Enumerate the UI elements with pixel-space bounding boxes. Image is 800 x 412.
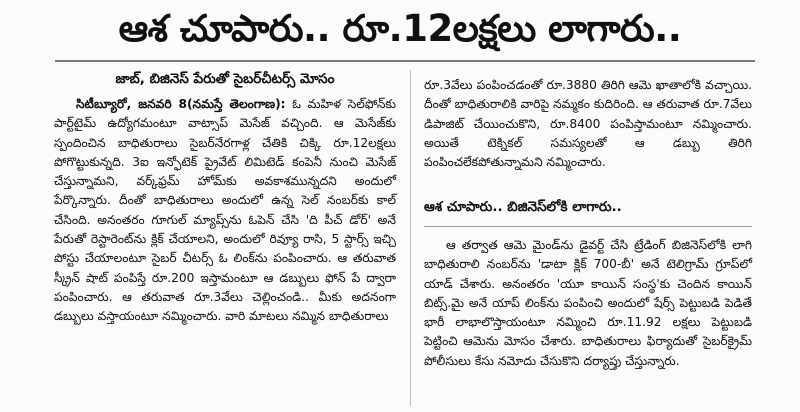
dateline: సిటీబ్యూరో, జనవరి 8(నమస్తే తెలంగాణ): xyxy=(76,97,286,111)
inner-subhead: ఆశ చూపారు.. బిజినెస్‌లోకి లాగారు.. xyxy=(424,199,622,215)
headline: ఆశ చూపారు.. రూ.12లక్షలు లాగారు.. xyxy=(118,7,682,50)
left-column-paragraph xyxy=(54,95,396,327)
left-column-text: ఓ మహిళ సెల్‌ఫోన్‌కు పార్ట్‌టైమ్ ఉద్యోగమంటూ వాట్సాప్ మెసేజ్ వచ్చింది. ఆ మెసేజ్‌కు స్పందించిన బాధితురాలు సైబర్‌నేరగాళ్ల చేతికి చిక్కి రూ.12లక్షలు పోగొట్టుకున్నది. 3ఐ ఇన్ఫోటెక్ ప్రైవేట్ లిమిటెడ్ కంపెనీ నుంచి మెసేజ్ చేస్తున్నామని, వర్క్‌ఫ్రమ్ హోమ్‌కు అవకాశమున్నదని అందులో పేర్కొన్నారు. దీంతో బాధితురాలు అందులో ఉన్న సెల్ నంబర్‌కు కాల్ చేసింది. అనంతరం గూగుల్ మ్యాప్స్‌ను ఓపెన్ చేసి 'ది పీచ్ డోర్' అనే పేరుతో రెస్టారెంట్‌ను క్లిక్ చేయాలని, అందులో రివ్యూ రాసి, 5 స్టార్స్ ఇచ్చి పోస్టు చేయాలంటూ సైబర్ చీటర్స్ ఓ లింక్‌ను పంపించారు. ఆ తరువాత స్క్రీన్ షాట్ పంపిస్తే రూ.200 ఇస్తామంటూ ఆ డబ్బులు ఫోన్ పే ద్వారా పంపించారు. ఆ తరువాత రూ.3వేలు చెల్లించండి.. మీకు అదనంగా డబ్బులు వస్తాయంటూ నమ్మించారు. వారి మాటలు నమ్మిన బాధితురాలు xyxy=(54,97,397,324)
headline-rule xyxy=(55,60,755,62)
right-column-bottom xyxy=(424,236,752,371)
left-column xyxy=(54,95,396,327)
right-column-text-top: రూ.3వేలు పంపించడంతో రూ.3880 తిరిగి ఆమె ఖాతాలోకి వచ్చాయి. దీంతో బాధితురాలికి వారిపై నమ్మకం కుదిరింది. ఆ తరువాత రూ.7వేలు డిపాజిట్ చేయించుకొని, రూ.8400 పంపిస్తామంటూ నమ్మించారు. అయితే టెక్నికల్ సమస్యలతో ఆ డబ్బు తిరిగి పంపించలేకపోతున్నామని నమ్మించారు. xyxy=(424,78,752,170)
right-column-text-bottom: ఆ తర్వాత ఆమె మైండ్‌ను డైవర్ట్ చేసి ట్రేడింగ్ బిజినెస్‌లోకి లాగి బాధితురాలి నంబర్‌ను 'డాటా క్లిక్ 700-బీ' అనే టెలిగ్రామ్ గ్రూప్‌లో యాడ్ చేశారు. అనంతరం 'యూ కాయిన్ సంస్థ'కు చెందిన కాయిన్ బిట్స్.మై అనే యాప్ లింక్‌ను పంపించి అందులో షేర్స్ పెట్టుబడి పెడితే భారీ లాభాలొస్తాయంటూ నమ్మించి రూ.11.92 లక్షలు పెట్టుబడి పెట్టించి ఆమెను మోసం చేశారు. బాధితురాలు ఫిర్యాదుతో సైబర్‌క్రైమ్ పోలీసులు కేసు నమోదు చేసుకొని దర్యాప్తు చేస్తున్నారు. xyxy=(424,238,752,368)
subheadline: జాబ్, బిజినెస్ పేరుతో సైబర్‌చీటర్స్ మోసం xyxy=(115,71,335,87)
column-divider xyxy=(410,70,411,406)
right-column-top xyxy=(424,76,752,172)
inner-subhead-rule xyxy=(424,226,752,227)
